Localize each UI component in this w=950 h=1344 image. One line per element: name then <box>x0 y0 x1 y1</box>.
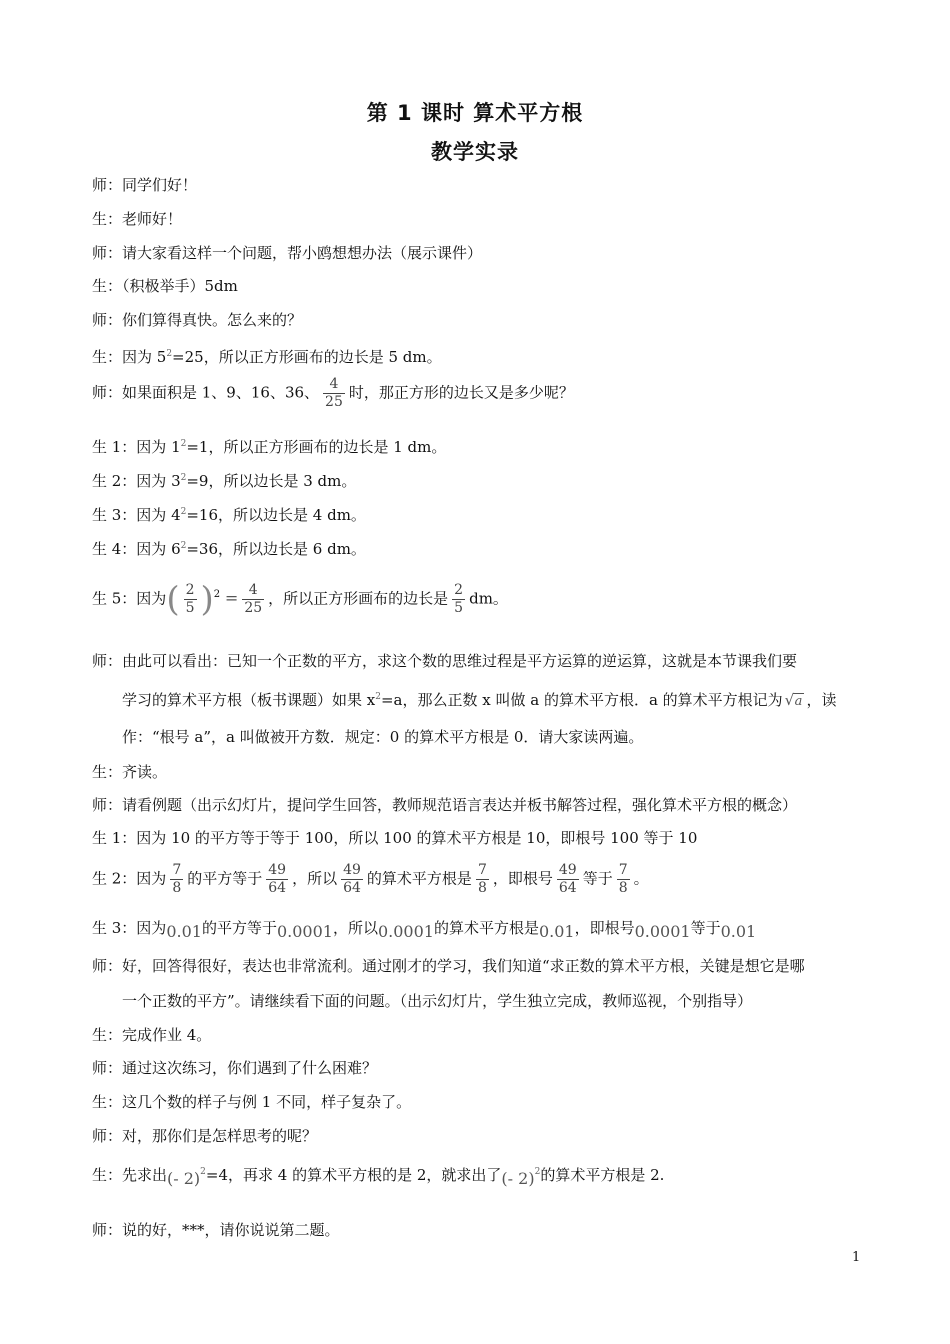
text: 的平方等于 <box>201 919 277 937</box>
right-paren-icon: ) <box>200 579 214 620</box>
dialogue-line: 生 1：因为 10 的平方等于等于 100，所以 100 的算术平方根是 10，即根号 100 等于 10 <box>92 829 698 847</box>
dialogue-line: 师：你们算得真快。怎么来的？ <box>92 311 303 329</box>
denominator: 5 <box>454 600 464 616</box>
text: 的平方等于 <box>187 869 263 888</box>
text: 生 5：因为 <box>92 589 167 608</box>
math-value: 0.0001 <box>634 922 691 941</box>
math-value: 0.01 <box>538 922 575 941</box>
text: 生 3：因为 4 <box>92 506 181 524</box>
dialogue-line: 师：由此可以看出：已知一个正数的平方，求这个数的思维过程是平方运算的逆运算，这就是本节课我们要 <box>92 652 798 670</box>
radicand: a <box>794 694 803 709</box>
numerator: 2 <box>185 582 195 598</box>
denominator: 8 <box>618 880 628 896</box>
lesson-subtitle: 教学实录 <box>431 140 519 164</box>
dialogue-line: 生：完成作业 4。 <box>92 1026 212 1044</box>
text: 生：先求出 <box>92 1166 168 1184</box>
exponent: 2 <box>213 588 221 600</box>
fraction <box>266 862 288 897</box>
dialogue-line: 师：说的好，***，请你说说第二题。 <box>92 1221 340 1239</box>
dialogue-line: 生：（积极举手）5dm <box>92 277 238 295</box>
text: ，所以 <box>292 869 338 888</box>
dialogue-line: 师：请大家看这样一个问题，帮小鸥想想办法（展示课件） <box>92 244 483 262</box>
dialogue-line <box>92 918 757 941</box>
text: =36，所以边长是 6 dm。 <box>186 540 366 558</box>
fraction <box>170 862 183 897</box>
dialogue-line: 生：齐读。 <box>92 763 168 781</box>
math-value: (- 2) <box>501 1169 535 1188</box>
lesson-title: 第 1 课时 算术平方根 <box>366 101 584 125</box>
math-value: (- 2) <box>167 1169 201 1188</box>
dialogue-line <box>92 579 508 620</box>
dialogue-line <box>92 1162 665 1188</box>
fraction <box>617 862 630 897</box>
page-number: 1 <box>852 1250 861 1265</box>
left-paren-icon: ( <box>166 579 180 620</box>
numerator: 49 <box>343 862 361 878</box>
math-value: 0.0001 <box>276 922 333 941</box>
superscript: 2 <box>180 541 187 551</box>
radical-icon: √ <box>784 691 795 709</box>
denominator: 64 <box>268 880 287 896</box>
denominator: 5 <box>185 600 195 616</box>
dialogue-line: 师：请看例题（出示幻灯片，提问学生回答，教师规范语言表达并板书解答过程，强化算术平方根的概念） <box>92 796 798 814</box>
superscript: 2 <box>166 349 173 359</box>
numerator: 4 <box>329 376 339 392</box>
superscript: 2 <box>180 473 187 483</box>
numerator: 7 <box>618 862 628 878</box>
text: 生 2：因为 <box>92 869 167 888</box>
text: 师：如果面积是 1、9、16、36、 <box>92 383 320 402</box>
superscript: 2 <box>200 1167 206 1177</box>
superscript: 2 <box>534 1167 541 1177</box>
superscript: 2 <box>375 692 381 702</box>
text: 学习的算术平方根（板书课题）如果 x <box>122 691 376 709</box>
text: 的算术平方根是 <box>433 919 539 937</box>
text: =25，所以正方形画布的边长是 5 dm。 <box>172 348 442 366</box>
text: 时，那正方形的边长又是多少呢？ <box>348 383 574 402</box>
text: 等于 <box>690 919 721 937</box>
denominator: 64 <box>558 880 577 896</box>
denominator: 25 <box>325 394 343 410</box>
text: ，所以正方形画布的边长是 <box>268 589 449 608</box>
dialogue-line <box>92 376 574 411</box>
fraction <box>323 376 345 411</box>
dialogue-line <box>92 468 356 491</box>
denominator: 8 <box>172 880 182 896</box>
numerator: 7 <box>172 862 182 878</box>
numerator: 7 <box>477 862 487 878</box>
denominator: 25 <box>244 600 263 616</box>
denominator: 64 <box>343 880 361 896</box>
numerator: 4 <box>248 582 258 598</box>
text: 生 4：因为 6 <box>92 540 181 558</box>
text: =4，再求 4 的算术平方根的是 2，就求出了 <box>205 1166 502 1184</box>
text: 生 2：因为 3 <box>92 472 181 490</box>
superscript: 2 <box>180 507 187 517</box>
equals: = <box>224 588 239 608</box>
math-value: 0.01 <box>166 922 202 941</box>
dialogue-line: 生：老师好！ <box>92 210 183 228</box>
text: =16，所以边长是 4 dm。 <box>186 506 366 524</box>
text: ，即根号 <box>492 869 553 888</box>
text: ，读 <box>806 691 837 709</box>
dialogue-line: 师：同学们好！ <box>92 176 198 194</box>
dialogue-line <box>92 434 446 457</box>
dialogue-line <box>92 344 442 367</box>
math-value: 0.01 <box>720 922 757 941</box>
fraction <box>184 582 197 617</box>
dialogue-line: 师：通过这次练习，你们遇到了什么困难？ <box>92 1059 378 1077</box>
dialogue-line <box>92 502 366 525</box>
text: 的算术平方根是 2. <box>540 1166 665 1184</box>
dialogue-line: 作：“根号 a”，a 叫做被开方数．规定：0 的算术平方根是 0．请大家读两遍。 <box>122 728 644 746</box>
text: 生 3：因为 <box>92 919 167 937</box>
text: =9，所以边长是 3 dm。 <box>186 472 357 490</box>
dialogue-line <box>92 862 649 897</box>
math-value: 0.0001 <box>377 922 434 941</box>
text: ，所以 <box>332 919 378 937</box>
text: 的算术平方根是 <box>366 869 472 888</box>
text: 生 1：因为 1 <box>92 438 181 456</box>
numerator: 2 <box>454 582 464 598</box>
square-root <box>785 692 805 712</box>
fraction <box>341 862 363 897</box>
text: =1，所以正方形画布的边长是 1 dm。 <box>186 438 447 456</box>
dialogue-line: 生：这几个数的样子与例 1 不同，样子复杂了。 <box>92 1093 412 1111</box>
fraction <box>242 582 264 617</box>
numerator: 49 <box>558 862 577 878</box>
text: dm。 <box>469 589 508 608</box>
denominator: 8 <box>477 880 487 896</box>
dialogue-line <box>92 536 366 559</box>
dialogue-line <box>122 687 836 712</box>
text: 。 <box>633 869 649 888</box>
superscript: 2 <box>180 439 187 449</box>
dialogue-line: 师：好，回答得很好，表达也非常流利。通过刚才的学习，我们知道“求正数的算术平方根，关键是想它是哪 <box>92 957 805 975</box>
dialogue-line: 师：对，那你们是怎样思考的呢？ <box>92 1127 318 1145</box>
dialogue-line: 一个正数的平方”。请继续看下面的问题。（出示幻灯片，学生独立完成，教师巡视，个别指导） <box>122 992 753 1010</box>
fraction <box>476 862 489 897</box>
text: 生：因为 5 <box>92 348 167 366</box>
text: 等于 <box>582 869 613 888</box>
fraction <box>452 582 465 617</box>
numerator: 49 <box>268 862 287 878</box>
fraction <box>557 862 579 897</box>
text: ，即根号 <box>574 919 635 937</box>
text: =a，那么正数 x 叫做 a 的算术平方根．a 的算术平方根记为 <box>380 691 783 709</box>
